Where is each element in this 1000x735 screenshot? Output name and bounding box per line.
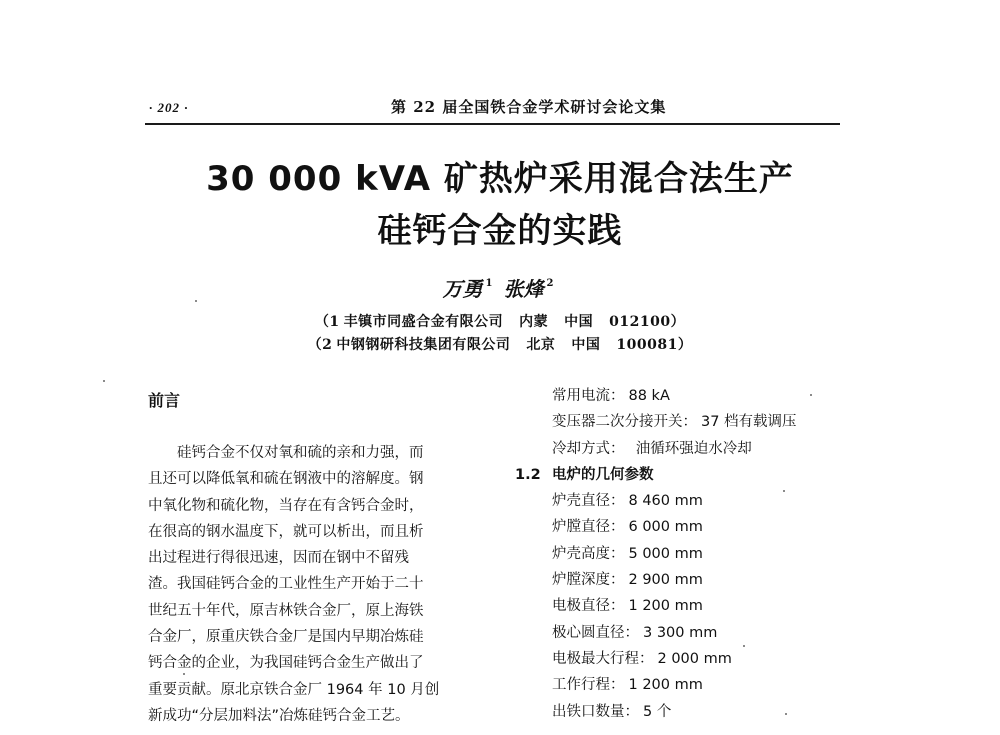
page-number: · 202 · bbox=[149, 100, 189, 115]
spec-item-shell-diameter bbox=[515, 488, 855, 514]
spec-label: 电极最大行程： bbox=[552, 650, 654, 667]
scan-speck bbox=[810, 394, 812, 396]
spec-label: 炉膛深度： bbox=[552, 572, 625, 589]
author-affiliation-mark: 1 bbox=[485, 278, 493, 289]
spec-label: 电极直径： bbox=[552, 598, 625, 615]
scan-speck bbox=[103, 380, 105, 382]
spec-label: 炉膛直径： bbox=[552, 519, 625, 536]
paragraph-line: 在很高的钢水温度下，就可以析出，而且析 bbox=[148, 523, 424, 540]
spec-value: 6 000 mm bbox=[628, 519, 703, 536]
paper-title-line-1: 30 000 kVA 矿热炉采用混合法生产 bbox=[206, 159, 794, 199]
scan-speck bbox=[783, 490, 785, 492]
preface-paragraph bbox=[148, 440, 488, 729]
affiliation-org: 中钢钢研科技集团有限公司 bbox=[336, 337, 511, 353]
spec-item-max-stroke bbox=[515, 646, 855, 672]
spec-label: 极心圆直径： bbox=[552, 624, 639, 641]
paper-title-line-2: 硅钙合金的实践 bbox=[377, 211, 623, 251]
header-rule-divider bbox=[145, 123, 840, 125]
subsection-title: 电炉的几何参数 bbox=[552, 466, 654, 483]
scan-speck bbox=[785, 713, 787, 715]
spec-value: 37 档有载调压 bbox=[701, 414, 797, 431]
spec-label: 冷却方式： bbox=[552, 440, 618, 457]
author-name: 张烽 bbox=[503, 277, 544, 301]
affiliation-org: 丰镇市同盛合金有限公司 bbox=[343, 314, 504, 330]
affiliation-2: （2 中钢钢研科技集团有限公司 北京 中国 100081） bbox=[307, 337, 693, 353]
affiliation-index: 1 bbox=[329, 314, 340, 330]
spec-label: 出铁口数量： bbox=[552, 703, 639, 720]
affiliation-region: 内蒙 bbox=[519, 314, 549, 330]
spec-item-tap-holes bbox=[515, 699, 855, 725]
left-column bbox=[148, 388, 488, 729]
paragraph-line: 重要贡献。原北京铁合金厂 1964 年 10 月创 bbox=[148, 681, 440, 698]
spec-item-working-stroke bbox=[515, 672, 855, 698]
paragraph-line: 新成功“分层加料法”冶炼硅钙合金工艺。 bbox=[148, 707, 410, 724]
paragraph-line: 世纪五十年代，原吉林铁合金厂，原上海铁 bbox=[148, 602, 424, 619]
author-name: 万勇 bbox=[442, 277, 483, 301]
spec-item-electrode-diameter bbox=[515, 593, 855, 619]
affiliation-1: （1 丰镇市同盛合金有限公司 内蒙 中国 012100） bbox=[314, 314, 686, 330]
paragraph-line: 且还可以降低氧和硫在钢液中的溶解度。钢 bbox=[148, 471, 424, 488]
spec-value: 2 000 mm bbox=[657, 650, 732, 667]
spec-item-shell-height bbox=[515, 541, 855, 567]
spec-value: 1 200 mm bbox=[628, 677, 703, 694]
spec-label: 变压器二次分接开关： bbox=[552, 414, 697, 431]
affiliation-country: 中国 bbox=[564, 314, 594, 330]
affiliation-country: 中国 bbox=[571, 337, 601, 353]
spec-label: 炉壳高度： bbox=[552, 545, 625, 562]
scan-speck bbox=[743, 645, 745, 647]
scan-speck bbox=[195, 300, 197, 302]
spec-value: 5 000 mm bbox=[628, 545, 703, 562]
paragraph-line: 渣。我国硅钙合金的工业性生产开始于二十 bbox=[148, 576, 424, 593]
spec-item-cooling bbox=[515, 436, 855, 462]
spec-item-pitch-circle-diameter bbox=[515, 620, 855, 646]
paragraph-line: 硅钙合金不仅对氧和硫的亲和力强，而 bbox=[148, 445, 424, 461]
spec-label: 常用电流： bbox=[552, 388, 625, 404]
spec-value: 8 460 mm bbox=[628, 493, 703, 510]
spec-item-current bbox=[515, 383, 855, 409]
spec-value: 1 200 mm bbox=[628, 598, 703, 615]
affiliation-postcode: 012100 bbox=[609, 314, 671, 330]
author-list bbox=[0, 273, 1000, 302]
scan-speck bbox=[183, 673, 185, 675]
spec-label: 炉壳直径： bbox=[552, 493, 625, 510]
paragraph-line: 出过程进行得很迅速，因而在钢中不留残 bbox=[148, 550, 409, 567]
paragraph-line: 钙合金的企业，为我国硅钙合金生产做出了 bbox=[148, 655, 424, 672]
spec-value: 5 个 bbox=[643, 703, 672, 720]
paragraph-line: 中氧化物和硫化物，当存在有含钙合金时， bbox=[148, 497, 424, 514]
spec-value: 2 900 mm bbox=[628, 572, 703, 589]
subsection-heading-geometry bbox=[515, 462, 855, 488]
section-heading-preface: 前言 bbox=[148, 391, 181, 410]
spec-item-tap-changer bbox=[515, 409, 855, 435]
subsection-number: 1.2 bbox=[515, 466, 541, 483]
paragraph-line: 合金厂，原重庆铁合金厂是国内早期冶炼硅 bbox=[148, 629, 424, 646]
spec-label: 工作行程： bbox=[552, 677, 625, 694]
right-column bbox=[515, 383, 855, 725]
affiliation-index: 2 bbox=[322, 337, 333, 353]
spec-value: 3 300 mm bbox=[643, 624, 718, 641]
spec-value: 油循环强迫水冷却 bbox=[621, 440, 752, 457]
running-head bbox=[145, 96, 840, 120]
spec-value: 88 kA bbox=[628, 388, 670, 404]
affiliation-region: 北京 bbox=[526, 337, 556, 353]
journal-title: 第 22 届全国铁合金学术研讨会论文集 bbox=[391, 98, 667, 116]
spec-item-hearth-diameter bbox=[515, 514, 855, 540]
affiliation-postcode: 100081 bbox=[616, 337, 678, 353]
spec-item-hearth-depth bbox=[515, 567, 855, 593]
author-affiliation-mark: 2 bbox=[546, 278, 554, 289]
